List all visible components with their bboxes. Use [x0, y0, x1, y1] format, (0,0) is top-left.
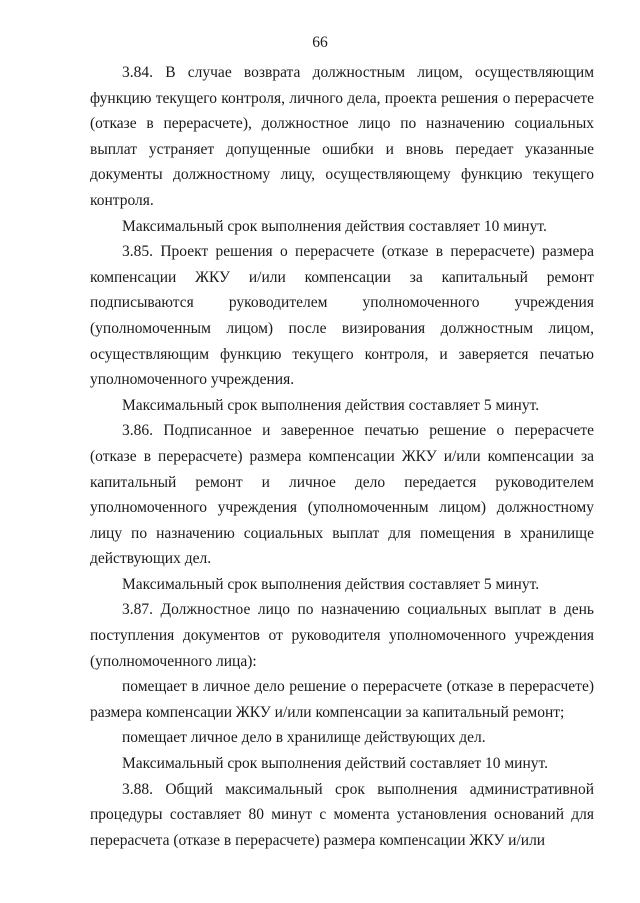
paragraph-3-87-deadline: Максимальный срок выполнения действий составляет 10 минут.: [122, 755, 548, 773]
paragraph-3-85-deadline: Максимальный срок выполнения действия составляет 5 минут.: [122, 396, 540, 414]
paragraph-3-87-item-2: помещает личное дело в хранилище действующих дел.: [122, 729, 486, 747]
paragraph-3-86: 3.86. Подписанное и заверенное печатью решение о перерасчете (отказе в перерасчете) размера компенсации ЖКУ и/или компенсации за капитальный ремонт и личное дело передается руководителем уполномоченного учреждения (уполномоченным лицом) должностному лицу по назначению социальных выплат для помещения в хранилище действующих дел.: [90, 422, 594, 568]
paragraph-3-85: 3.85. Проект решения о перерасчете (отказе в перерасчете) размера компенсации ЖКУ и/или компенсации за капитальный ремонт подписываются руководителем уполномоченного учреждения (уполномоченным лицом) после визирования должностным лицом, осуществляющим функцию текущего контроля, и заверяется печатью уполномоченного учреждения.: [90, 243, 594, 389]
paragraph-3-84-deadline: Максимальный срок выполнения действия составляет 10 минут.: [122, 217, 547, 235]
paragraph-3-87: 3.87. Должностное лицо по назначению социальных выплат в день поступления документов от руководителя уполномоченного учреждения (уполномоченного лица):: [90, 601, 594, 670]
paragraph-3-88: 3.88. Общий максимальный срок выполнения административной процедуры составляет 80 минут с момента установления оснований для перерасчета (отказе в перерасчете) размера компенсации ЖКУ и/или: [90, 780, 594, 849]
paragraph-3-86-deadline: Максимальный срок выполнения действия составляет 5 минут.: [122, 575, 540, 593]
document-body: [90, 60, 594, 853]
paragraph-3-87-item-1: помещает в личное дело решение о перерасчете (отказе в перерасчете) размера компенсации ЖКУ и/или компенсации за капитальный ремонт;: [90, 678, 594, 721]
page-number: 66: [312, 34, 328, 51]
paragraph-3-84: 3.84. В случае возврата должностным лицом, осуществляющим функцию текущего контроля, личного дела, проекта решения о перерасчете (отказе в перерасчете), должностное лицо по назначению социальных выплат устраняет допущенные ошибки и вновь передает указанные документы должностному лицу, осуществляющему функцию текущего контроля.: [90, 64, 594, 209]
